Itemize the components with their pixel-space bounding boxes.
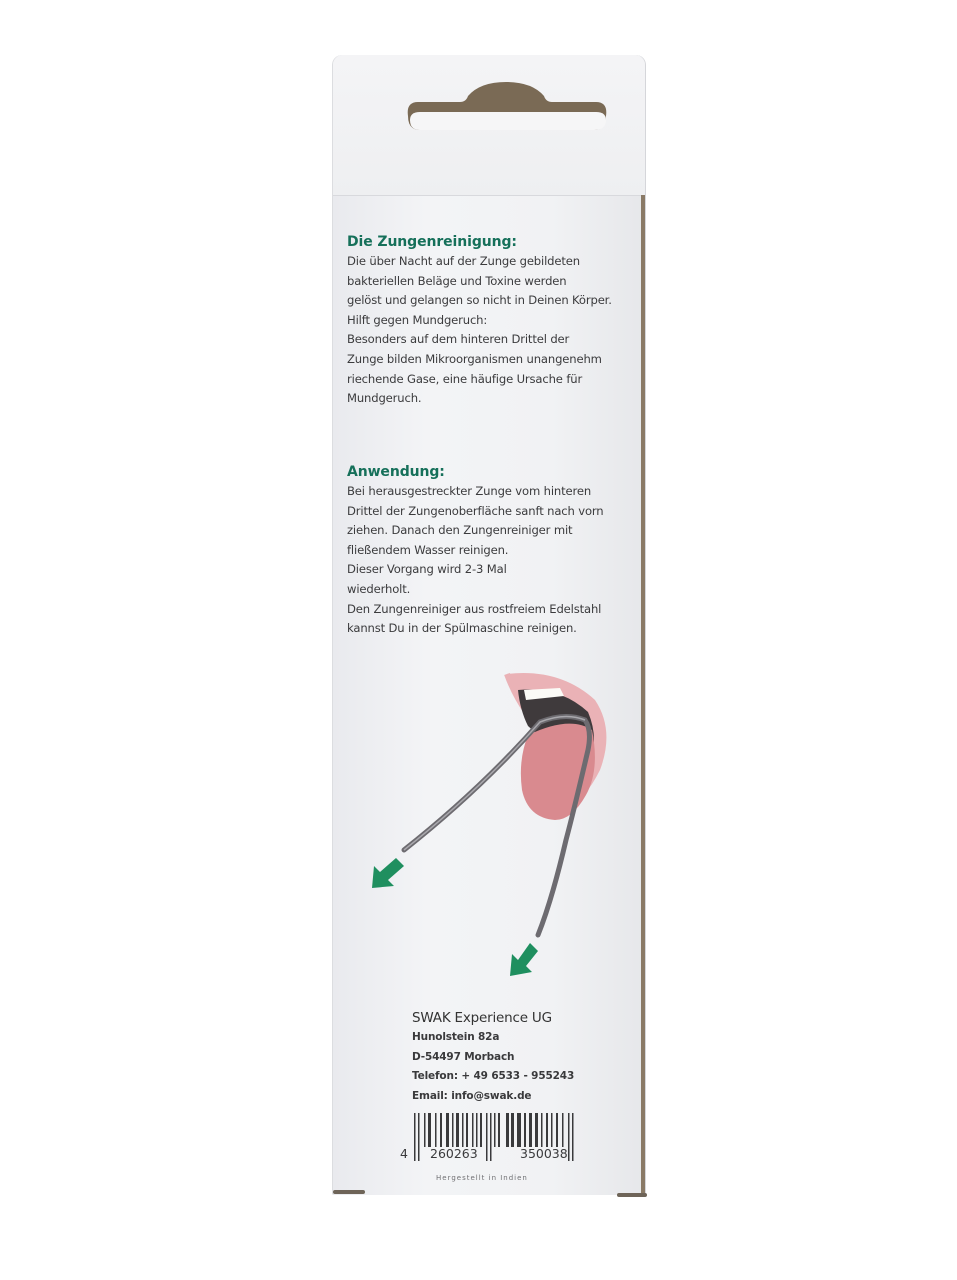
section-cleaning xyxy=(347,232,637,409)
section-heading: Die Zungenreinigung: xyxy=(347,234,517,250)
company-street: Hunolstein 82a xyxy=(412,1031,500,1043)
paragraph-line: Zunge bilden Mikroorganismen unangenehm xyxy=(347,351,602,366)
arrow-down-left-icon xyxy=(510,943,538,976)
hang-hole-icon xyxy=(400,82,612,136)
company-email: Email: info@swak.de xyxy=(412,1089,532,1102)
barcode-digit-first: 4 xyxy=(400,1146,408,1161)
paragraph-line: Besonders auf dem hinteren Drittel der xyxy=(347,332,570,347)
fold-line xyxy=(333,195,645,196)
made-in-label: Hergestellt in Indien xyxy=(436,1174,528,1182)
box-side-edge xyxy=(641,195,645,1195)
section-heading: Anwendung: xyxy=(347,464,445,480)
paragraph-line: Bei herausgestreckter Zunge vom hinteren xyxy=(347,484,592,498)
tongue-scraper-illustration xyxy=(360,660,620,990)
paragraph-line: Die über Nacht auf der Zunge gebildeten xyxy=(347,254,580,268)
paragraph-line: fließendem Wasser reinigen. xyxy=(347,542,509,557)
paragraph-line: kannst Du in der Spülmaschine reinigen. xyxy=(347,621,577,636)
paragraph-line: Dieser Vorgang wird 2-3 Mal xyxy=(347,562,507,577)
paragraph-line: ziehen. Danach den Zungenreiniger mit xyxy=(347,523,573,538)
company-city: D-54497 Morbach xyxy=(412,1050,515,1063)
paragraph-line: Hilft gegen Mundgeruch: xyxy=(347,312,488,327)
company-name: SWAK Experience UG xyxy=(412,1010,552,1026)
mouth-illustration xyxy=(507,673,606,820)
paragraph-line: gelöst und gelangen so nicht in Deinen Körper. xyxy=(347,293,612,308)
paragraph-line: riechende Gase, eine häufige Ursache für xyxy=(347,371,583,386)
paragraph-line: Drittel der Zungenoberfläche sanft nach vorn xyxy=(347,503,604,518)
section-usage xyxy=(347,462,637,639)
company-phone: Telefon: + 49 6533 - 955243 xyxy=(412,1070,575,1082)
box-foot-shadow xyxy=(617,1193,647,1197)
company-block xyxy=(412,1008,574,1106)
arrow-down-left-icon xyxy=(372,858,404,888)
paragraph-line: wiederholt. xyxy=(347,581,411,596)
barcode-digits-right: 350038 xyxy=(520,1146,568,1161)
paragraph-line: Den Zungenreiniger aus rostfreiem Edelstahl xyxy=(347,601,602,616)
box-foot-shadow xyxy=(333,1190,365,1194)
barcode-digits-left: 260263 xyxy=(430,1146,478,1161)
paragraph-line: bakteriellen Beläge und Toxine werden xyxy=(347,273,567,288)
paragraph-line: Mundgeruch. xyxy=(347,391,422,406)
